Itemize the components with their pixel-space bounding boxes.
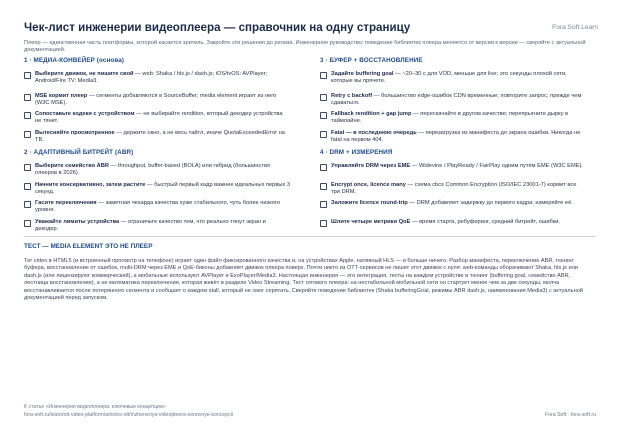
checklist-item (320, 111, 586, 126)
item-text: — ограничьте качество тем, что реально тянут экран и декодер. (35, 219, 266, 233)
item-text: — DRM добавляет задержку до первого кадра; измеряйте её. (407, 200, 573, 206)
item-lead: Гасите переключения (35, 200, 97, 206)
item-text: — перескачайте в другом качестве; перепрыгните дырку в таймлайне. (331, 111, 569, 125)
item-lead: MSE кормит плеер (35, 93, 88, 99)
checkbox[interactable] (320, 164, 327, 171)
item-lead: Задайте buffering goal (331, 71, 394, 77)
section-title-buffer: 3 · БУФЕР + ВОССТАНОВЛЕНИЕ (320, 57, 423, 64)
checklist-item (320, 163, 586, 170)
checkbox[interactable] (320, 94, 327, 101)
item-lead: Шлите четыре метрики QoE (331, 219, 411, 225)
footer-site[interactable]: Fora Soft · fora-soft.ru (544, 412, 596, 418)
item-text: — сегменты добавляются в SourceBuffer; media element играет из него (W3C MSE). (35, 93, 277, 107)
item-text: — web: Shaka / hls.js / dash.js; iOS/tvOS: AVPlayer; Android/Fire TV: Media3. (35, 71, 268, 85)
item-text: — ~20–30 с для VOD, меньше для live; это секунды плохой сети, которые вы прячете. (331, 71, 567, 85)
page-title: Чек-лист инженерии видеоплеера — справочник на одну страницу (24, 21, 411, 34)
item-text: — заметная чехарда качества хуже стабильного, чуть более низкого уровня. (35, 200, 281, 214)
checklist-item (24, 219, 290, 234)
checklist-item (320, 219, 586, 226)
checklist-item (24, 163, 290, 178)
checklist-item (24, 182, 290, 197)
footer-article-url[interactable]: fora-soft.ru/learn/ott-video-platform/articles-ott/inzheneriya-videopleera-osnovnye-koncepcii (24, 412, 234, 418)
test-section-body: Тег video в HTML5 (и встроенный просмотр на телефоне) играет один файл фиксированного качества и, на устройствах Apple, нативный HLS — и больше ничего. Разбор манифеста, переключение ABR, тюнинг буфера, восстановление от ошибок, multi-DRM через EME и QoE-биконы добавляет движок плеера поверх. Почти никто из OTT-сервисов не пишет этот движок с нуля: web-команды оборачивают Shaka, hls.js или dash.js (или лицензируют коммерческий), а мобильные используют AVPlayer и ExoPlayer/Media3. Настоящая инженерия — это интеграция, тесты на каждом устройстве и тюнинг (buffering goal, семейство ABR, лестница восстановления), а не математика переключения, которая живёт в разделе Video Streaming. Тест готового плеера: на нестабильной мобильной сети он стартует менее чем за две секунды, молча восстанавливается после потерянного сегмента и сообщает о каждом stall, который не смог спрятать. Сверяйте поведение библиотек (Shaka bufferingGoal, режимы ABR dash.js, наименования Media3) с актуальной документацией перед запуском. (24, 258, 583, 302)
checkbox[interactable] (320, 201, 327, 208)
test-section-title: ТЕСТ — MEDIA ELEMENT ЭТО НЕ ПЛЕЕР (24, 243, 153, 250)
item-text: — схема cbcs Common Encryption (ISO/IEC 23001-7) кормит все три DRM. (331, 182, 577, 196)
checklist-item (24, 93, 290, 108)
item-lead: Сопоставьте кодеки с устройством (35, 111, 135, 117)
checkbox[interactable] (24, 112, 31, 119)
item-text: — Widevine / PlayReady / FairPlay одним путём EME (W3C EME). (410, 163, 583, 169)
checklist-item (320, 182, 586, 197)
item-lead: Управляйте DRM через EME (331, 163, 411, 169)
checkbox[interactable] (24, 201, 31, 208)
item-lead: Encrypt once, licence many (331, 182, 406, 188)
checklist-item (320, 93, 586, 108)
checklist-item (24, 71, 290, 86)
item-lead: Начните консервативно, затем растите (35, 182, 146, 188)
header (24, 21, 598, 37)
brand-label: Fora Soft Learn (552, 24, 598, 31)
checklist-item (320, 130, 586, 145)
divider (24, 236, 596, 237)
checkbox[interactable] (24, 164, 31, 171)
item-text: — держите окно, а не весь тайтл, иначе QuotaExceededError на ТВ. (35, 130, 285, 144)
item-lead: Уважайте лимиты устройства (35, 219, 120, 225)
section-title-drm: 4 · DRM + ИЗМЕРЕНИЯ (320, 149, 393, 156)
checkbox[interactable] (320, 72, 327, 79)
checkbox[interactable] (24, 131, 31, 138)
item-lead: Выберите семейство ABR (35, 163, 110, 169)
checkbox[interactable] (24, 94, 31, 101)
item-lead: Вытесняйте просмотренное (35, 130, 115, 136)
item-text: — throughput, buffer-based (BOLA) или гибрид (большинство плееров в 2026). (35, 163, 271, 177)
checkbox[interactable] (320, 112, 327, 119)
intro-text: Плеер — единственная часть платформы, которой касается зритель. Закройте эти решения до релиза. Инженерное руководство; поведение библиотек плеера меняется от версии к версии — сверяйте с актуальной документацией. (24, 40, 586, 54)
checklist-item (24, 111, 290, 126)
checkbox[interactable] (24, 183, 31, 190)
footer-article-ref: К статье «Инженерия видеоплеера: ключевые концепции» (24, 404, 166, 410)
checkbox[interactable] (24, 220, 31, 227)
item-lead: Fatal — в последнюю очередь (331, 130, 417, 136)
checklist-item (24, 200, 290, 215)
item-lead: Retry с backoff (331, 93, 373, 99)
item-text: — быстрый первый кадр важнее идеальных первых 3 секунд. (35, 182, 291, 196)
item-text: — время старта, ребуферинг, средний битрейт, ошибки. (410, 219, 561, 225)
item-text: — большинство edge-ошибок CDN временные; повторите запрос, прежде чем сдаваться. (331, 93, 582, 107)
checklist-item (320, 200, 586, 207)
item-lead: Выберите движок, не пишите свой (35, 71, 134, 77)
checklist-item (320, 71, 586, 86)
checkbox[interactable] (320, 220, 327, 227)
item-lead: Заложите licence round-trip (331, 200, 408, 206)
checkbox[interactable] (320, 183, 327, 190)
item-text: — перезагрузка из манифеста до экрана ошибки. Никогда не fatal на первом 404. (331, 130, 581, 144)
item-lead: Fallback rendition + gap jump (331, 111, 412, 117)
section-title-media-pipeline: 1 · МЕДИА-КОНВЕЙЕР (основа) (24, 57, 125, 64)
checkbox[interactable] (320, 131, 327, 138)
section-title-abr: 2 · АДАПТИВНЫЙ БИТРЕЙТ (ABR) (24, 149, 134, 156)
item-text: — не выбирайте rendition, который декодер устройства не тянет. (35, 111, 283, 125)
checkbox[interactable] (24, 72, 31, 79)
checklist-item (24, 130, 290, 145)
